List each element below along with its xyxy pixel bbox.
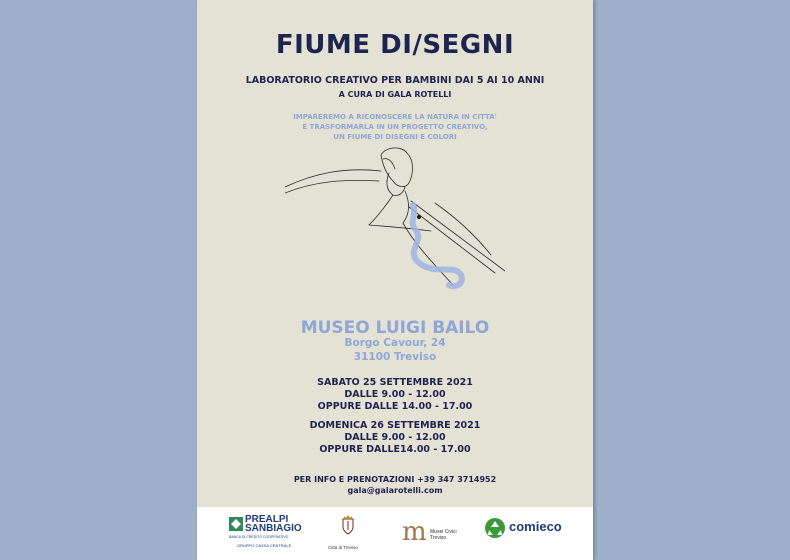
comieco-label: comieco [509, 519, 562, 534]
poster-subtitle: LABORATORIO CREATIVO PER BAMBINI DAI 5 AI 10 ANNI [245, 75, 545, 86]
schedule-date: SABATO 25 SETTEMBRE 2021 [317, 377, 473, 388]
prealpi-name2: SANBIAGIO [245, 523, 302, 534]
musei-label: Musei Civici [430, 529, 457, 535]
info-email: gala@galarotelli.com [347, 486, 443, 495]
poster-curator: A CURA DI GALA ROTELLI [338, 90, 452, 99]
poster-title: FIUME DI/SEGNI [275, 30, 515, 60]
schedule-sunday [197, 420, 593, 456]
intro-line: IMPAREREMO A RICONOSCERE LA NATURA IN CITTA' [293, 113, 497, 121]
schedule-slot: DALLE 9.00 - 12.00 [344, 432, 446, 443]
child-drawing-illustration [285, 145, 505, 295]
address-street: Borgo Cavour, 24 [344, 337, 446, 349]
prealpi-name: PREALPI [245, 514, 289, 525]
schedule-slot: OPPURE DALLE14.00 - 17.00 [319, 444, 471, 455]
info-phone: PER INFO E PRENOTAZIONI +39 347 3714952 [293, 475, 497, 484]
prealpi-icon [229, 517, 243, 531]
museum-name: MUSEO LUIGI BAILO [300, 318, 490, 338]
schedule-date: DOMENICA 26 SETTEMBRE 2021 [309, 420, 481, 431]
prealpi-group: GRUPPO CASSA CENTRALE [237, 543, 292, 548]
poster [197, 0, 593, 560]
schedule-saturday [197, 377, 593, 413]
poster-intro [197, 112, 593, 142]
schedule-slot: DALLE 9.00 - 12.00 [344, 389, 446, 400]
prealpi-sub: BANCA DI CREDITO COOPERATIVO [229, 535, 289, 539]
intro-line: E TRASFORMARLA IN UN PROGETTO CREATIVO, [302, 123, 488, 131]
sponsor-logos-bar [197, 507, 593, 560]
treviso-label: Città di Treviso [328, 545, 358, 550]
recycle-icon [484, 517, 506, 539]
treviso-crest-icon [341, 515, 355, 535]
museum-address [197, 336, 593, 364]
musei-city: Treviso [430, 535, 447, 541]
intro-line: UN FIUME DI DISEGNI E COLORI [333, 133, 457, 141]
contact-info [197, 474, 593, 496]
musei-m-icon: m [402, 517, 427, 547]
address-city: 31100 Treviso [353, 351, 437, 363]
schedule-slot: OPPURE DALLE 14.00 - 17.00 [317, 401, 473, 412]
